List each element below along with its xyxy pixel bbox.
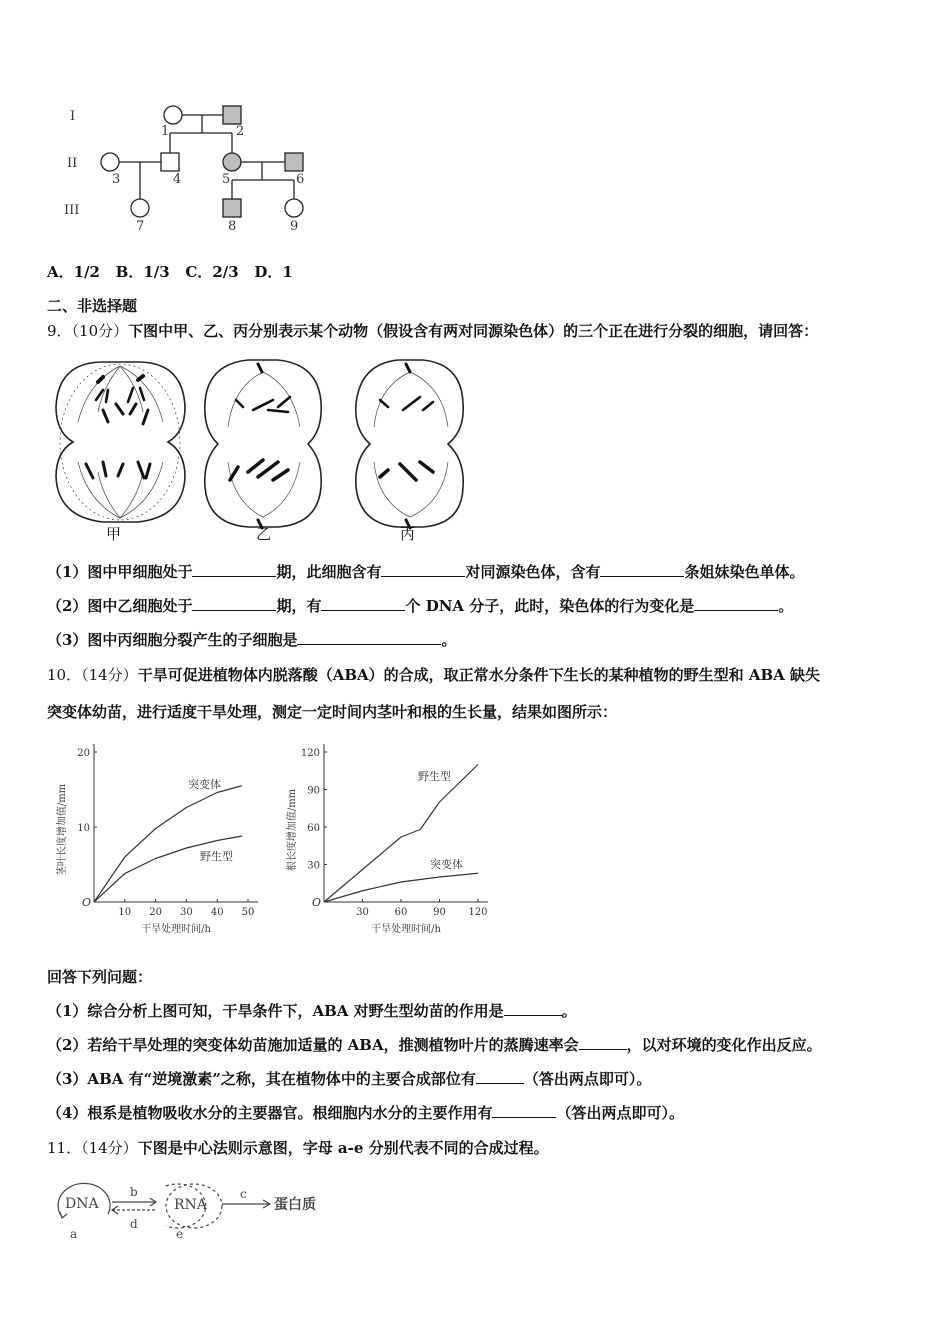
- chart2-series-line-1: [324, 765, 478, 903]
- q9-sub3: [47, 630, 456, 650]
- answer-blank-q9-2b[interactable]: [321, 596, 405, 611]
- pedigree-male-4: [161, 153, 179, 171]
- q9-score: （10分）: [71, 322, 129, 340]
- q9-sub1-text1: （1）图中甲细胞处于: [47, 563, 193, 581]
- chart2-series-label-mutant: 突变体: [430, 858, 463, 871]
- answer-blank-q9-3[interactable]: [297, 630, 441, 645]
- chart2-series-label-wild: 野生型: [418, 770, 451, 783]
- cell-label-jia: 甲: [106, 525, 122, 542]
- cell-label-yi: 乙: [256, 525, 272, 542]
- q9-sub1: [47, 562, 805, 582]
- process-label-d: d: [130, 1217, 138, 1231]
- q9-sub2-text1: （2）图中乙细胞处于: [47, 597, 193, 615]
- option-d[interactable]: D．1: [254, 263, 293, 281]
- chart2-y-label: 根长度增加值/mm: [287, 788, 298, 872]
- member-label-8: 8: [228, 219, 237, 234]
- q9-sub2-text3: 个 DNA 分子，此时，染色体的行为变化是: [405, 597, 695, 615]
- q9-sub2-text2: 期，有: [276, 597, 322, 615]
- q11-score: （14分）: [81, 1139, 138, 1157]
- q10-number: 10．: [47, 666, 82, 684]
- q9-sub1-text2: 期，此细胞含有: [276, 563, 382, 581]
- generation-label-2: II: [67, 156, 78, 171]
- q9-sub3-text2: 。: [441, 631, 457, 649]
- pedigree-female-7: [131, 199, 149, 217]
- chart2-y-tick-label: 30: [307, 860, 320, 872]
- cell-division-figure: [48, 352, 468, 542]
- chart1-series-label-wild: 野生型: [200, 850, 233, 863]
- q11-stem: [47, 1138, 549, 1158]
- q11-number: 11．: [47, 1139, 82, 1157]
- q10-sub3-text2: （答出两点即可）。: [523, 1070, 652, 1088]
- q10-score: （14分）: [81, 666, 138, 684]
- member-label-6: 6: [296, 172, 305, 187]
- q10-stem-text1: 干旱可促进植物体内脱落酸（ABA）的合成，取正常水分条件下生长的某种植物的野生型和 ABA 缺失: [137, 666, 821, 684]
- chart2-x-label: 干旱处理时间/h: [371, 924, 441, 935]
- dna-label: DNA: [65, 1196, 99, 1212]
- chart1-x-label: 干旱处理时间/h: [141, 924, 211, 935]
- pedigree-female-9: [285, 199, 303, 217]
- cell-label-bing: 丙: [400, 525, 416, 542]
- pedigree-female-3: [101, 153, 119, 171]
- q10-sub4: [47, 1103, 684, 1123]
- chart1-y-label: 茎叶长度增加值/mm: [57, 783, 68, 877]
- pedigree-female-1: [164, 106, 182, 124]
- chart1-x-tick-label: 30: [180, 907, 193, 918]
- option-b[interactable]: B．1/3: [115, 263, 170, 281]
- q9-sub3-text1: （3）图中丙细胞分裂产生的子细胞是: [47, 631, 298, 649]
- q10-sub2-text1: （2）若给干旱处理的突变体幼苗施加适量的 ABA，推测植物叶片的蒸腾速率会: [47, 1036, 579, 1054]
- process-label-e: e: [176, 1227, 184, 1241]
- pedigree-male-6: [285, 153, 303, 171]
- q10-sub4-text2: （答出两点即可）。: [556, 1104, 684, 1122]
- q10-sub4-text1: （4）根系是植物吸收水分的主要器官。根细胞内水分的主要作用有: [47, 1104, 493, 1122]
- pedigree-male-2: [223, 106, 241, 124]
- chart1-y-tick-label: 20: [77, 748, 90, 759]
- chart2-y-tick-label: 90: [307, 785, 320, 797]
- chart1-x-tick-label: 20: [149, 907, 162, 918]
- q8-options: [47, 262, 293, 282]
- q10-sub1-text2: 。: [561, 1002, 577, 1020]
- chart1-y-tick-label: 10: [77, 823, 90, 834]
- q10-sub2-text2: ，以对环境的变化作出反应。: [626, 1036, 822, 1054]
- member-label-3: 3: [112, 172, 121, 187]
- process-label-b: b: [130, 1185, 138, 1199]
- chart1-x-tick-label: 50: [241, 907, 255, 918]
- chart2-x-tick-label: 90: [433, 907, 446, 918]
- cell-jia: [56, 362, 185, 522]
- rna-label: RNA: [174, 1197, 207, 1213]
- q11-stem-text: 下图是中心法则示意图，字母 a-e 分别代表不同的合成过程。: [137, 1139, 549, 1157]
- chart-stem-leaf-growth: [48, 738, 270, 938]
- central-dogma-diagram: [48, 1172, 348, 1244]
- answer-blank-q9-1a[interactable]: [192, 562, 276, 577]
- answer-blank-q10-2[interactable]: [579, 1035, 627, 1050]
- pedigree-female-5: [223, 153, 241, 171]
- process-label-c: c: [240, 1187, 247, 1201]
- answer-blank-q9-1c[interactable]: [600, 562, 684, 577]
- chart1-x-tick-label: 10: [118, 907, 132, 918]
- option-a[interactable]: A．1/2: [47, 263, 100, 281]
- chart1-x-tick-label: 40: [210, 907, 224, 918]
- q10-sub3: [47, 1069, 651, 1089]
- chart1-series-line-1: [94, 786, 242, 902]
- option-c[interactable]: C．2/3: [185, 263, 239, 281]
- q9-number: 9．: [47, 322, 72, 340]
- q9-stem: [47, 321, 818, 341]
- chart1-origin: O: [82, 896, 92, 909]
- chart2-y-tick-label: 120: [300, 748, 320, 759]
- cell-yi: [205, 360, 321, 527]
- member-label-2: 2: [236, 124, 245, 139]
- member-label-4: 4: [173, 172, 182, 187]
- q10-stem-line2: 突变体幼苗，进行适度干旱处理，测定一定时间内茎叶和根的生长量，结果如图所示：: [47, 703, 618, 721]
- member-label-1: 1: [161, 124, 170, 139]
- q10-sub2: [47, 1035, 822, 1055]
- q10-stem-line1: [47, 665, 820, 685]
- pedigree-chart: [50, 95, 340, 245]
- chart2-origin: O: [312, 896, 322, 909]
- answer-blank-q9-1b[interactable]: [381, 562, 465, 577]
- q9-sub2-text4: 。: [778, 597, 794, 615]
- member-label-7: 7: [136, 219, 145, 234]
- q9-sub1-text3: 对同源染色体，含有: [465, 563, 601, 581]
- generation-label-3: III: [64, 203, 80, 218]
- chart2-x-tick-label: 30: [356, 907, 369, 918]
- pedigree-male-8: [223, 199, 241, 217]
- chart2-x-tick-label: 120: [468, 907, 488, 918]
- member-label-9: 9: [290, 219, 299, 234]
- answer-blank-q10-3[interactable]: [476, 1069, 524, 1084]
- process-label-a: a: [70, 1227, 78, 1241]
- q10-answer-intro: 回答下列问题：: [47, 968, 153, 986]
- q10-sub1-text1: （1）综合分析上图可知，干旱条件下，ABA 对野生型幼苗的作用是: [47, 1002, 504, 1020]
- chart1-series-label-mutant: 突变体: [188, 778, 221, 791]
- q10-sub3-text1: （3）ABA 有“逆境激素”之称，其在植物体中的主要合成部位有: [47, 1070, 476, 1088]
- member-label-5: 5: [222, 172, 231, 187]
- answer-blank-q9-2c[interactable]: [694, 596, 778, 611]
- chart2-x-tick-label: 60: [394, 907, 408, 918]
- chart2-series-line-2: [324, 873, 478, 902]
- answer-blank-q9-2a[interactable]: [192, 596, 276, 611]
- answer-blank-q10-1[interactable]: [504, 1001, 562, 1016]
- chart-root-growth: [278, 738, 500, 938]
- chart2-y-tick-label: 60: [307, 823, 320, 834]
- q9-stem-text: 下图中甲、乙、丙分别表示某个动物（假设含有两对同源染色体）的三个正在进行分裂的细胞，请回答：: [128, 322, 819, 340]
- q10-sub1: [47, 1001, 577, 1021]
- cell-bing: [356, 360, 463, 527]
- protein-label: 蛋白质: [274, 1197, 316, 1213]
- q9-sub2: [47, 596, 793, 616]
- section-title: 二、非选择题: [47, 297, 138, 315]
- generation-label-1: I: [70, 109, 76, 124]
- answer-blank-q10-4[interactable]: [492, 1103, 556, 1118]
- q9-sub1-text4: 条姐妹染色单体。: [684, 563, 805, 581]
